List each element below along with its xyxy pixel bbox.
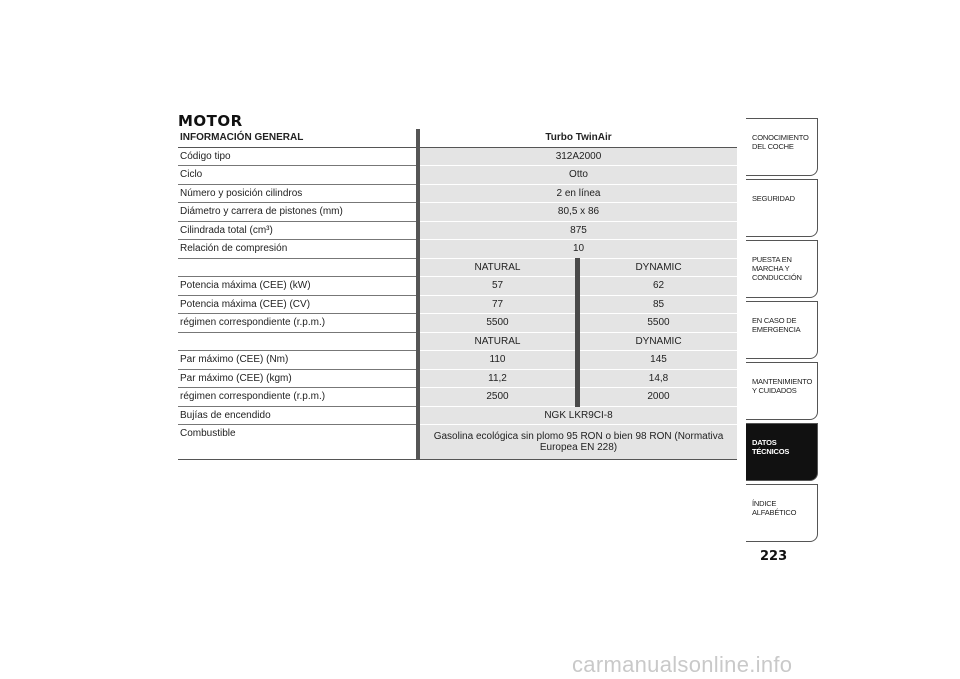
tab-seguridad[interactable]: SEGURIDAD [746, 179, 818, 237]
row-label: régimen correspondiente (r.p.m.) [178, 388, 418, 407]
row-label: Relación de compresión [178, 240, 418, 259]
dynamic-value: 85 [578, 295, 738, 314]
row-label: Par máximo (CEE) (Nm) [178, 351, 418, 370]
row-label [178, 332, 418, 351]
natural-value: 110 [418, 351, 578, 370]
row-value: 2 en línea [418, 184, 737, 203]
tab-en-caso-de-emergencia[interactable]: EN CASO DE EMERGENCIA [746, 301, 818, 359]
tab-puesta-en-marcha[interactable]: PUESTA EN MARCHA Y CONDUCCIÓN [746, 240, 818, 298]
row-value: 80,5 x 86 [418, 203, 737, 222]
row-value: 875 [418, 221, 737, 240]
power-mode-header-row [178, 258, 737, 277]
header-label: INFORMACIÓN GENERAL [178, 129, 418, 147]
table-row [178, 147, 737, 166]
mode-dynamic-label: DYNAMIC [578, 258, 738, 277]
table-row [178, 388, 737, 407]
mode-dynamic-label: DYNAMIC [578, 332, 738, 351]
tab-indice-alfabetico[interactable]: ÍNDICE ALFABÉTICO [746, 484, 818, 542]
section-title: MOTOR [178, 112, 243, 130]
row-label [178, 258, 418, 277]
table-row [178, 314, 737, 333]
row-value: Gasolina ecológica sin plomo 95 RON o bien 98 RON (Normativa Europea EN 228) [418, 425, 737, 460]
table-row [178, 425, 737, 460]
row-label: Potencia máxima (CEE) (CV) [178, 295, 418, 314]
dynamic-value: 62 [578, 277, 738, 296]
row-label: Diámetro y carrera de pistones (mm) [178, 203, 418, 222]
table-header-row [178, 129, 737, 147]
row-label: Cilindrada total (cm³) [178, 221, 418, 240]
row-label: Par máximo (CEE) (kgm) [178, 369, 418, 388]
natural-value: 5500 [418, 314, 578, 333]
torque-mode-header-row [178, 332, 737, 351]
dynamic-value: 5500 [578, 314, 738, 333]
tab-mantenimiento[interactable]: MANTENIMIENTO Y CUIDADOS [746, 362, 818, 420]
row-value: NGK LKR9CI-8 [418, 406, 737, 425]
table-row [178, 369, 737, 388]
table-row [178, 295, 737, 314]
row-label: Código tipo [178, 147, 418, 166]
row-label: Número y posición cilindros [178, 184, 418, 203]
natural-value: 57 [418, 277, 578, 296]
dynamic-value: 2000 [578, 388, 738, 407]
row-value: 10 [418, 240, 737, 259]
row-label: Combustible [178, 425, 418, 460]
table-row [178, 166, 737, 185]
natural-value: 2500 [418, 388, 578, 407]
dynamic-value: 14,8 [578, 369, 738, 388]
tab-datos-tecnicos[interactable]: DATOS TÉCNICOS [746, 423, 818, 481]
watermark: carmanualsonline.info [572, 652, 793, 677]
mode-natural-label: NATURAL [418, 258, 578, 277]
row-value: 312A2000 [418, 147, 737, 166]
chapter-tabs [746, 118, 818, 545]
mode-natural-label: NATURAL [418, 332, 578, 351]
engine-spec-table [178, 129, 737, 460]
row-label: Bujías de encendido [178, 406, 418, 425]
row-label: Ciclo [178, 166, 418, 185]
table-row [178, 240, 737, 259]
row-value: Otto [418, 166, 737, 185]
natural-value: 77 [418, 295, 578, 314]
table-row [178, 184, 737, 203]
table-row [178, 203, 737, 222]
natural-value: 11,2 [418, 369, 578, 388]
page-number: 223 [760, 549, 788, 564]
row-label: régimen correspondiente (r.p.m.) [178, 314, 418, 333]
row-label: Potencia máxima (CEE) (kW) [178, 277, 418, 296]
header-engine-name: Turbo TwinAir [418, 129, 737, 147]
tab-conocimiento-del-coche[interactable]: CONOCIMIENTO DEL COCHE [746, 118, 818, 176]
table-row [178, 351, 737, 370]
table-row [178, 406, 737, 425]
table-row [178, 277, 737, 296]
dynamic-value: 145 [578, 351, 738, 370]
table-row [178, 221, 737, 240]
